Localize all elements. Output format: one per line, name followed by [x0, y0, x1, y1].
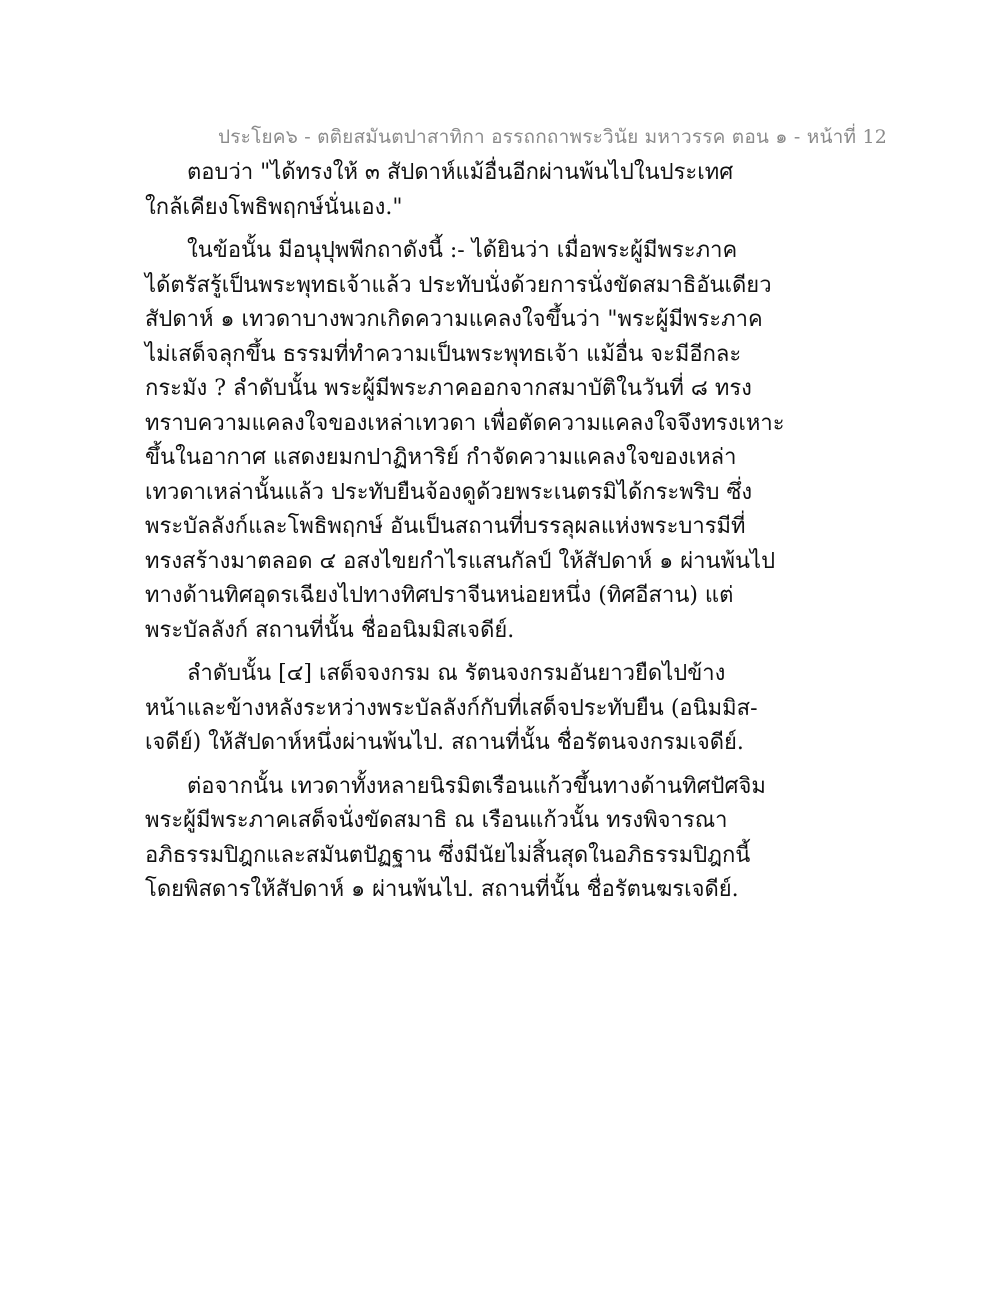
text-line: ไม่เสด็จลุกขึ้น ธรรมที่ทำความเป็นพระพุทธเจ้า แม้อื่น จะมีอีกละ — [145, 341, 742, 367]
text-line: ต่อจากนั้น เทวดาทั้งหลายนิรมิตเรือนแก้วขึ้นทางด้านทิศปัศจิม — [187, 773, 766, 799]
text-line: ในข้อนั้น มีอนุปุพพีกถาดังนี้ :- ได้ยินว่า เมื่อพระผู้มีพระภาค — [187, 238, 738, 263]
text-line: โดยพิสดารให้สัปดาห์ ๑ ผ่านพ้นไป. สถานที่นั้น ชื่อรัตนฆรเจดีย์. — [145, 877, 739, 902]
text-line: ใกล้เคียงโพธิพฤกษ์นั่นเอง." — [145, 194, 403, 220]
text-line: พระบัลลังก์ สถานที่นั้น ชื่ออนิมมิสเจดีย์. — [145, 617, 515, 643]
text-line: พระผู้มีพระภาคเสด็จนั่งขัดสมาธิ ณ เรือนแก้วนั้น ทรงพิจารณา — [145, 808, 728, 833]
page-header — [218, 122, 888, 152]
text-line: สัปดาห์ ๑ เทวดาบางพวกเกิดความแคลงใจขึ้นว่า "พระผู้มีพระภาค — [145, 307, 763, 332]
text-line: อภิธรรมปิฎกและสมันตปัฏฐาน ซึ่งมีนัยไม่สิ้นสุดในอภิธรรมปิฎกนี้ — [145, 842, 751, 868]
text-line: เจดีย์) ให้สัปดาห์หนึ่งผ่านพ้นไป. สถานที่นั้น ชื่อรัตนจงกรมเจดีย์. — [145, 730, 744, 755]
text-line: ทราบความแคลงใจของเหล่าเทวดา เพื่อตัดความแคลงใจจึงทรงเหาะ — [145, 410, 785, 436]
text-line: เทวดาเหล่านั้นแล้ว ประทับยืนจ้องดูด้วยพระเนตรมิได้กระพริบ ซึ่ง — [145, 479, 753, 505]
text-line: ตอบว่า "ได้ทรงให้ ๓ สัปดาห์แม้อื่นอีกผ่านพ้นไปในประเทศ — [187, 160, 734, 185]
text-line: กระมัง ? ลำดับนั้น พระผู้มีพระภาคออกจากสมาบัติในวันที่ ๘ ทรง — [145, 376, 752, 401]
text-line: ลำดับนั้น [๔] เสด็จจงกรม ณ รัตนจงกรมอันยาวยืดไปข้าง — [187, 661, 726, 686]
document-body — [145, 156, 785, 908]
paragraph-3 — [145, 657, 758, 761]
paragraph-2 — [145, 234, 785, 648]
text-line: พระบัลลังก์และโพธิพฤกษ์ อันเป็นสถานที่บรรลุผลแห่งพระบารมีที่ — [145, 514, 746, 539]
text-line: ขึ้นในอากาศ แสดงยมกปาฏิหาริย์ กำจัดความแคลงใจของเหล่า — [145, 445, 737, 470]
paragraph-4 — [145, 770, 766, 908]
text-line: หน้าและข้างหลังระหว่างพระบัลลังก์กับที่เสด็จประทับยืน (อนิมมิส- — [145, 695, 758, 721]
text-line: ทรงสร้างมาตลอด ๔ อสงไขยกำไรแสนกัลป์ ให้สัปดาห์ ๑ ผ่านพ้นไป — [145, 548, 776, 574]
text-line: ได้ตรัสรู้เป็นพระพุทธเจ้าแล้ว ประทับนั่งด้วยการนั่งขัดสมาธิอันเดียว — [145, 272, 772, 298]
running-title: ประโยค๖ - ตติยสมันตปาสาทิกา อรรถกถาพระวินัย มหาวรรค ตอน ๑ - หน้าที่ 12 — [218, 126, 888, 148]
paragraph-1 — [145, 156, 735, 225]
text-line: ทางด้านทิศอุดรเฉียงไปทางทิศปราจีนหน่อยหนึ่ง (ทิศอีสาน) แต่ — [145, 583, 734, 608]
